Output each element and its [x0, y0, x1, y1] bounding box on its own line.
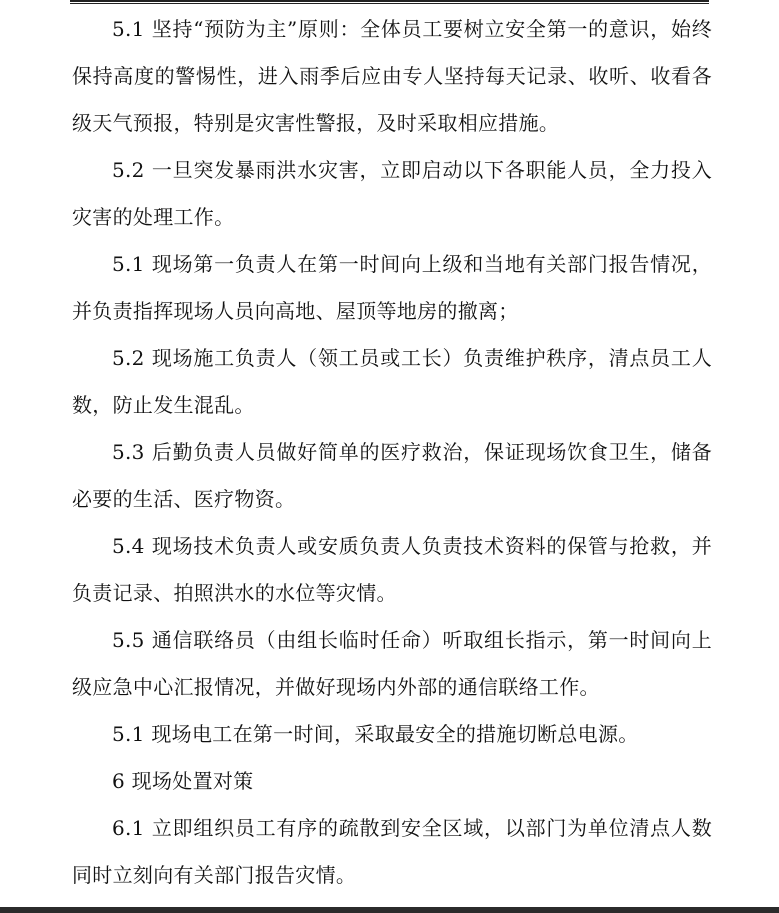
header-rule [70, 0, 709, 4]
paragraph-technical-leader: 5.4 现场技术负责人或安质负责人负责技术资料的保管与抢救，并负责记录、拍照洪水的水位等灾情。 [72, 534, 712, 605]
section-heading-6: 6 现场处置对策 [112, 769, 254, 793]
paragraph-5-1-principle: 5.1 坚持“预防为主”原则：全体员工要树立安全第一的意识，始终保持高度的警惕性，进入雨季后应由专人坚持每天记录、收听、收看各级天气预报，特别是灾害性警报，及时采取相应措施。 [72, 17, 712, 135]
footer-bar [0, 907, 779, 913]
paragraph-construction-leader: 5.2 现场施工负责人（领工员或工长）负责维护秩序，清点员工人数，防止发生混乱。 [72, 346, 712, 417]
document-page [72, 6, 712, 899]
paragraph-5-2-emergency: 5.2 一旦突发暴雨洪水灾害，立即启动以下各职能人员，全力投入灾害的处理工作。 [72, 158, 712, 229]
paragraph-6-1-evacuation: 6.1 立即组织员工有序的疏散到安全区域，以部门为单位清点人数同时立刻向有关部门报告灾情。 [72, 816, 712, 887]
paragraph-site-leader: 5.1 现场第一负责人在第一时间向上级和当地有关部门报告情况，并负责指挥现场人员向高地、屋顶等地房的撤离； [72, 252, 712, 323]
paragraph-electrician: 5.1 现场电工在第一时间，采取最安全的措施切断总电源。 [112, 722, 639, 746]
paragraph-communications: 5.5 通信联络员（由组长临时任命）听取组长指示，第一时间向上级应急中心汇报情况，并做好现场内外部的通信联络工作。 [72, 628, 712, 699]
paragraph-logistics: 5.3 后勤负责人员做好简单的医疗救治，保证现场饮食卫生，储备必要的生活、医疗物资。 [72, 440, 712, 511]
